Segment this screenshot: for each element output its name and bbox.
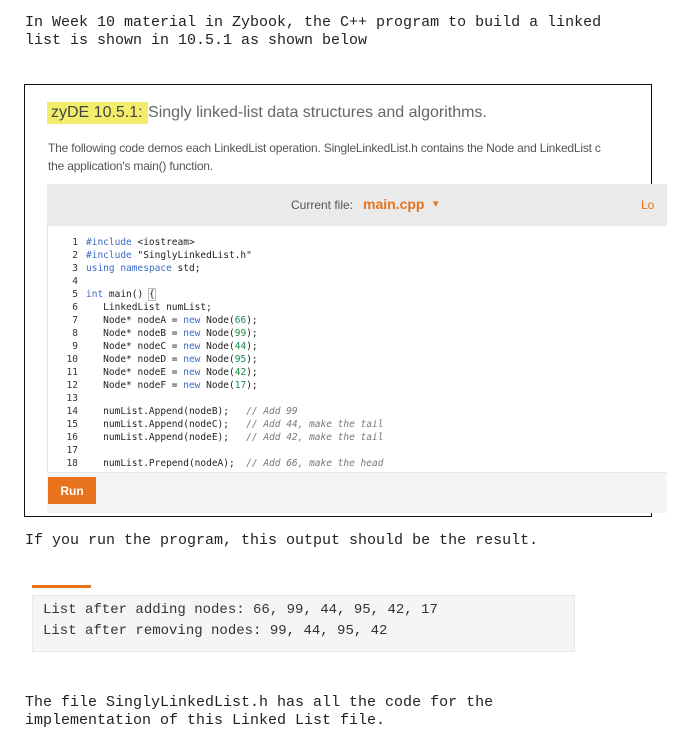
code-text: LinkedList numList; [86, 302, 212, 313]
code-text: Node* nodeC = new Node(44); [86, 341, 258, 352]
zyde-title [47, 104, 487, 122]
code-text: numList.Prepend(nodeA); // Add 66, make the head [86, 458, 384, 469]
code-line [48, 301, 212, 314]
current-file-dropdown[interactable]: main.cpp [363, 196, 425, 212]
line-number: 18 [66, 458, 78, 469]
code-text: numList.Append(nodeB); // Add 99 [86, 406, 298, 417]
code-line [48, 314, 258, 327]
current-file-label: Current file: [291, 198, 354, 212]
code-line [48, 379, 258, 392]
code-editor[interactable] [47, 226, 668, 472]
output-line-1: List after adding nodes: 66, 99, 44, 95, 42, 17 [43, 602, 438, 618]
code-line [48, 262, 200, 275]
code-line [48, 431, 383, 444]
line-number: 3 [72, 263, 78, 274]
code-text: using namespace std; [86, 263, 201, 274]
file-bar [47, 184, 667, 226]
zyde-description-line-1: The following code demos each LinkedList operation. SingleLinkedList.h contains the Node and LinkedList c [48, 141, 601, 155]
line-number: 8 [72, 328, 78, 339]
line-number: 11 [66, 367, 78, 378]
code-text: int main() { [86, 289, 155, 300]
line-number: 17 [66, 445, 78, 456]
run-area [47, 472, 667, 513]
line-number: 16 [66, 432, 78, 443]
file-line-1: The file SinglyLinkedList.h has all the code for the [25, 694, 494, 711]
code-text: Node* nodeB = new Node(99); [86, 328, 258, 339]
line-number: 4 [72, 276, 78, 287]
zyde-description [48, 139, 688, 175]
line-number: 13 [66, 393, 78, 404]
code-line [48, 340, 258, 353]
zyde-label: zyDE 10.5.1: [47, 102, 148, 124]
code-line [48, 405, 298, 418]
zyde-description-line-2: the application's main() function. [48, 159, 213, 173]
intro-paragraph [25, 14, 601, 50]
code-line [48, 353, 258, 366]
code-line [48, 392, 86, 405]
output-box [32, 595, 575, 652]
line-number: 1 [72, 237, 78, 248]
line-number: 5 [72, 289, 78, 300]
code-line [48, 366, 258, 379]
code-line [48, 444, 86, 457]
code-text: Node* nodeA = new Node(66); [86, 315, 258, 326]
code-line [48, 275, 86, 288]
line-number: 9 [72, 341, 78, 352]
file-line-2: implementation of this Linked List file. [25, 712, 386, 729]
line-number: 2 [72, 250, 78, 261]
run-paragraph: If you run the program, this output should be the result. [25, 532, 539, 549]
zyde-title-text: Singly linked-list data structures and algorithms. [148, 104, 487, 121]
code-text: Node* nodeE = new Node(42); [86, 367, 258, 378]
code-line [48, 457, 383, 470]
code-text: numList.Append(nodeE); // Add 42, make the tail [86, 432, 384, 443]
zybook-screenshot [24, 84, 655, 517]
code-text: numList.Append(nodeC); // Add 44, make the tail [86, 419, 384, 430]
line-number: 14 [66, 406, 78, 417]
file-paragraph [25, 694, 493, 730]
line-number: 10 [66, 354, 78, 365]
code-line [48, 249, 252, 262]
line-number: 7 [72, 315, 78, 326]
code-text: Node* nodeF = new Node(17); [86, 380, 258, 391]
code-line [48, 327, 258, 340]
code-line [48, 236, 195, 249]
load-default-link[interactable]: Lo [641, 198, 655, 212]
code-text: #include <iostream> [86, 237, 195, 248]
code-line [48, 418, 383, 431]
intro-line-2: list is shown in 10.5.1 as shown below [25, 32, 368, 49]
code-text: #include "SinglyLinkedList.h" [86, 250, 252, 261]
caret-down-icon[interactable]: ▾ [433, 197, 439, 210]
output-accent-bar [32, 585, 91, 588]
line-number: 15 [66, 419, 78, 430]
intro-line-1: In Week 10 material in Zybook, the C++ program to build a linked [25, 14, 602, 31]
line-number: 6 [72, 302, 78, 313]
code-line [48, 288, 155, 301]
line-number: 12 [66, 380, 78, 391]
output-line-2: List after removing nodes: 99, 44, 95, 42 [43, 623, 388, 639]
code-text: Node* nodeD = new Node(95); [86, 354, 258, 365]
run-button[interactable]: Run [48, 477, 96, 504]
